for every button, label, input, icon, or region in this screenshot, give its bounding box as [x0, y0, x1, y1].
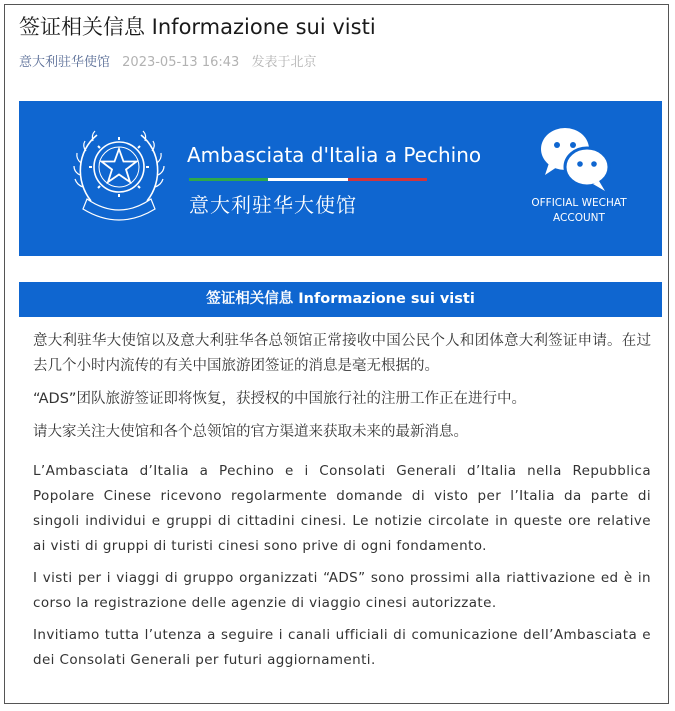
- paragraph-it-3: Invitiamo tutta l’utenza a seguire i canali ufficiali di comunicazione dell’Ambasciata e dei Consolati Generali per futuri aggiornamenti.: [33, 627, 651, 668]
- paragraph-cn-1: 意大利驻华大使馆以及意大利驻华各总领馆正常接收中国公民个人和团体意大利签证申请。在过去几个小时内流传的有关中国旅游团签证的消息是毫无根据的。: [33, 333, 651, 374]
- publish-location: 发表于北京: [251, 55, 317, 70]
- paragraph-it-2: I visti per i viaggi di gruppo organizzati “ADS” sono prossimi alla riattivazione ed è in corso la registrazione delle agenzie di viaggio cinesi autorizzate.: [33, 570, 651, 611]
- article-body: [33, 329, 651, 673]
- banner-title-cn: 意大利驻华大使馆: [189, 193, 357, 217]
- article-meta: [19, 51, 324, 70]
- section-header: 签证相关信息 Informazione sui visti: [19, 282, 662, 317]
- embassy-banner: [19, 101, 662, 256]
- wechat-label-line1: OFFICIAL WECHAT: [531, 197, 627, 209]
- italian-tricolor-line: [189, 178, 427, 181]
- account-name-link[interactable]: 意大利驻华使馆: [19, 55, 111, 70]
- italian-emblem-icon: [71, 121, 167, 231]
- paragraph-cn-2: “ADS”团队旅游签证即将恢复，获授权的中国旅行社的注册工作正在进行中。: [33, 391, 526, 407]
- article-frame: [4, 4, 669, 704]
- banner-title-en: Ambasciata d'Italia a Pechino: [187, 143, 482, 167]
- paragraph-it-1: L’Ambasciata d’Italia a Pechino e i Consolati Generali d’Italia nella Repubblica Popolare Cinese ricevono regolarmente domande di visto per l’Italia da parte di singoli individui e gruppi di cittadini cinesi. Le notizie circolate in queste ore relative ai visti di gruppi di turisti cinesi sono prive di ogni fondamento.: [33, 463, 651, 554]
- wechat-label: [514, 196, 644, 226]
- paragraph-cn-3: 请大家关注大使馆和各个总领馆的官方渠道来获取未来的最新消息。: [33, 424, 468, 440]
- wechat-icon: [537, 123, 613, 193]
- publish-date: 2023-05-13 16:43: [122, 55, 240, 70]
- article-title: 签证相关信息 Informazione sui visti: [19, 15, 376, 39]
- wechat-label-line2: ACCOUNT: [553, 212, 605, 224]
